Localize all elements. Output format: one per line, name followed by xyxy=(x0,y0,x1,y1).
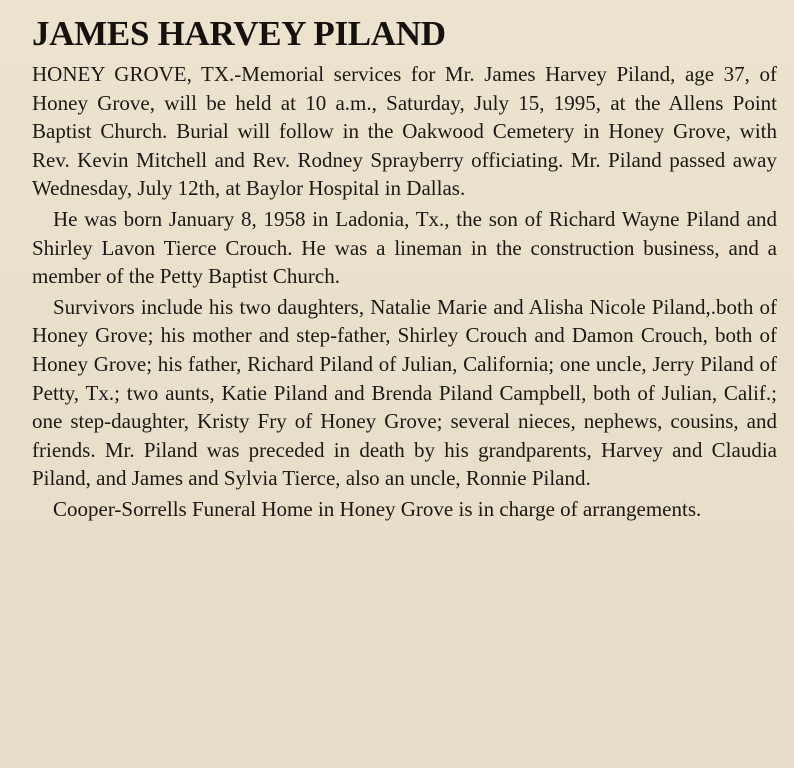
obituary-headline: JAMES HARVEY PILAND xyxy=(32,14,446,53)
obituary-paragraph-arrangements: Cooper-Sorrells Funeral Home in Honey Grove is in charge of arrangements. xyxy=(53,496,702,521)
obituary-body xyxy=(32,60,777,526)
obituary-paragraph-services: HONEY GROVE, TX.-Memorial services for Mr. James Harvey Piland, age 37, of Honey Grove, will be held at 10 a.m., Saturday, July 15, 1995, at the Allens Point Baptist Church. Burial will follow in the Oakwood Cemetery in Honey Grove, with Rev. Kevin Mitchell and Rev. Rodney Sprayberry officiating. Mr. Piland passed away Wednesday, July 12th, at Baylor Hospital in Dallas. xyxy=(32,62,777,201)
obituary-paragraph-survivors: Survivors include his two daughters, Natalie Marie and Alisha Nicole Piland,.both of Honey Grove; his mother and step-father, Shirley Crouch and Damon Crouch, both of Honey Grove; his father, Richard Piland of Julian, California; one uncle, Jerry Piland of Petty, Tx.; two aunts, Katie Piland and Brenda Piland Campbell, both of Julian, Calif.; one step-daughter, Kristy Fry of Honey Grove; several nieces, nephews, cousins, and friends. Mr. Piland was preceded in death by his grandparents, Harvey and Claudia Piland, and James and Sylvia Tierce, also an uncle, Ronnie Piland. xyxy=(32,294,777,491)
obituary-paragraph-birth: He was born January 8, 1958 in Ladonia, Tx., the son of Richard Wayne Piland and Shirley Lavon Tierce Crouch. He was a lineman in the construction business, and a member of the Petty Baptist Church. xyxy=(32,206,777,289)
